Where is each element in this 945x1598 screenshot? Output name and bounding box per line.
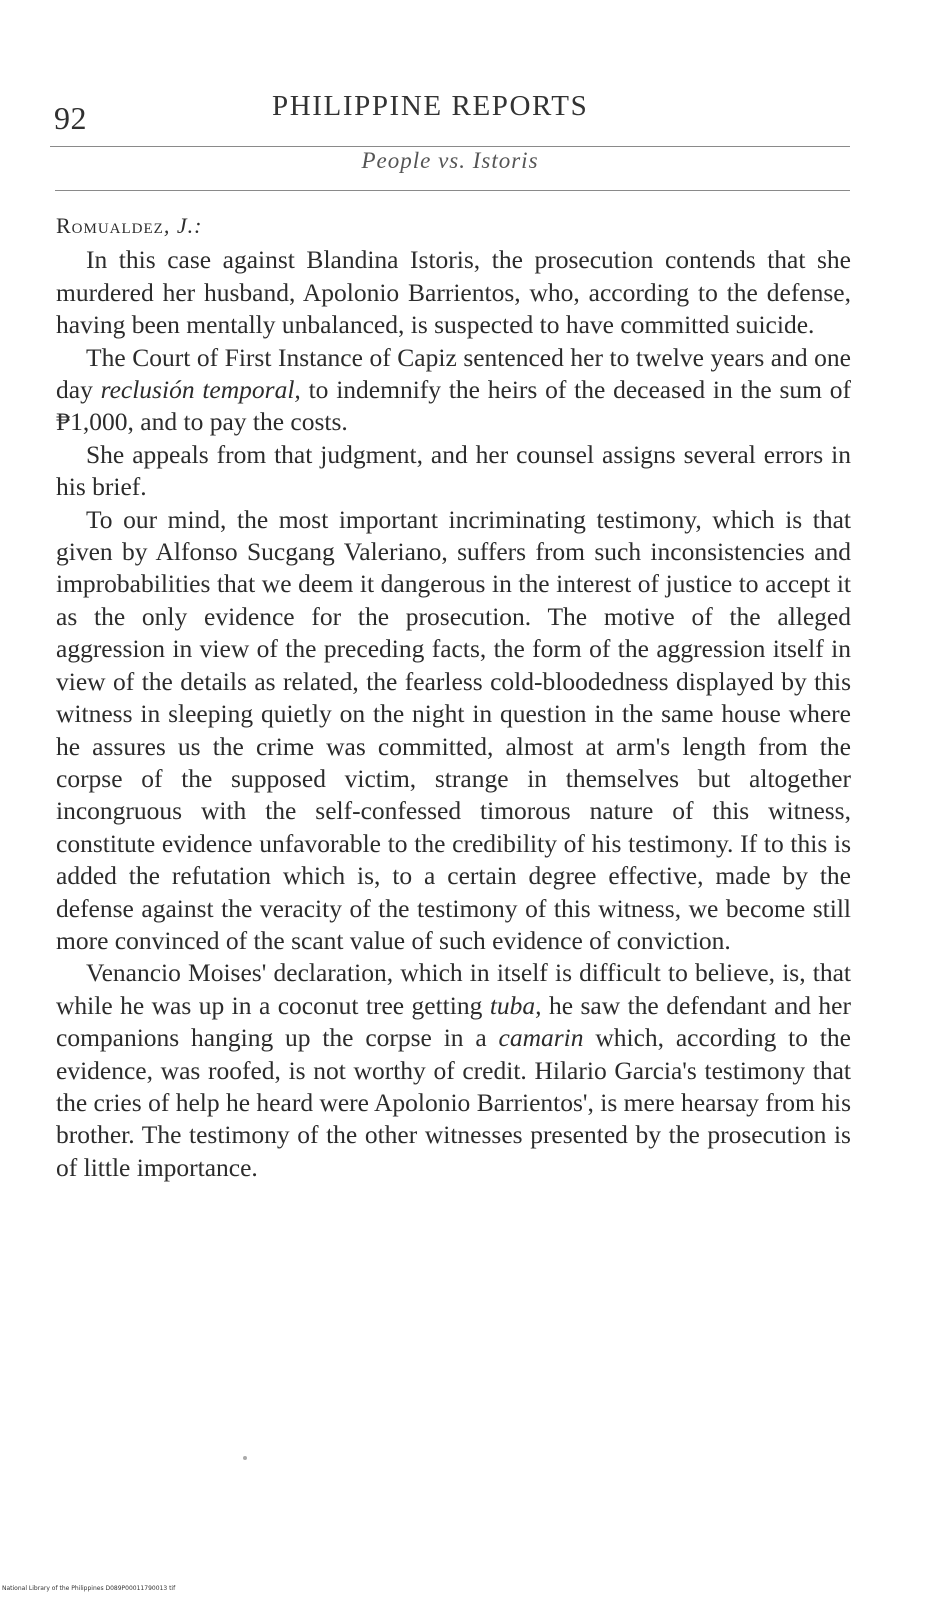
paragraph-3 (56, 439, 851, 504)
paragraph-text: he saw the defendant and her companions hanging up the corpse in a (56, 990, 851, 1053)
paragraph-1 (56, 244, 851, 341)
paragraph-italic-term: tuba, (489, 990, 542, 1020)
paragraph-text: to indemnify the heirs of the deceased in the sum of ₱1,000, and to pay the costs. (56, 375, 851, 437)
case-title: People vs. Istoris (361, 148, 539, 173)
paragraph-5 (56, 957, 851, 1184)
page-header (52, 82, 852, 138)
opinion-author (56, 210, 851, 242)
paragraph-text: Venancio Moises' declaration, which in itself is difficult to believe, is, that while he was up in a coconut tree getting (56, 958, 851, 1020)
paragraph-text: She appeals from that judgment, and her counsel assigns several errors in his brief. (56, 439, 851, 502)
paragraph-text: The Court of First Instance of Capiz sentenced her to twelve years and one day (56, 342, 851, 405)
paragraph-italic-term: reclusión temporal, (100, 375, 301, 405)
running-title: PHILIPPINE REPORTS (272, 90, 589, 122)
paragraph-4 (56, 504, 851, 958)
paragraph-text: In this case against Blandina Istoris, the prosecution contends that she murdered her husband, Apolonio Barrientos, who, according to the defense, having been mentally unbalanced, is suspected to have committed suicide. (56, 245, 851, 340)
paragraph-2 (56, 342, 851, 439)
paragraph-italic-term: camarin (498, 1023, 584, 1053)
stray-ink-mark (243, 1456, 247, 1460)
author-name: Romualdez (56, 213, 164, 238)
paragraph-text: which, according to the evidence, was roofed, is not worthy of credit. Hilario Garcia's testimony that the cries of help he heard were Apolonio Barrientos', is mere hearsay from his brother. The testimony of the other witnesses presented by the prosecution is of little importance. (56, 1023, 851, 1182)
page-number: 92 (54, 100, 87, 136)
scan-stamp: National Library of the Philippines D089P00011790013 tif (2, 1585, 176, 1592)
author-suffix: , J.: (163, 213, 203, 238)
header-rule-top (50, 146, 850, 147)
paragraph-text: To our mind, the most important incriminating testimony, which is that given by Alfonso Sucgang Valeriano, suffers from such inconsistencies and improbabilities that we deem it dangerous in the interest of justice to accept it as the only evidence for the prosecution. The motive of the alleged aggression in view of the preceding facts, the form of the aggression itself in view of the details as related, the fearless cold-bloodedness displayed by this witness in sleeping quietly on the night in question in the same house where he assures us the crime was committed, almost at arm's length from the corpse of the supposed victim, strange in themselves but altogether incongruous with the self-confessed timorous nature of this witness, constitute evidence unfavorable to the credibility of his testimony. If to this is added the refutation which is, to a certain degree effective, made by the defense against the veracity of the testimony of this witness, we become still more convinced of the scant value of such evidence of conviction. (56, 504, 851, 955)
header-rule-bottom (55, 190, 850, 191)
opinion-body (56, 210, 851, 1184)
